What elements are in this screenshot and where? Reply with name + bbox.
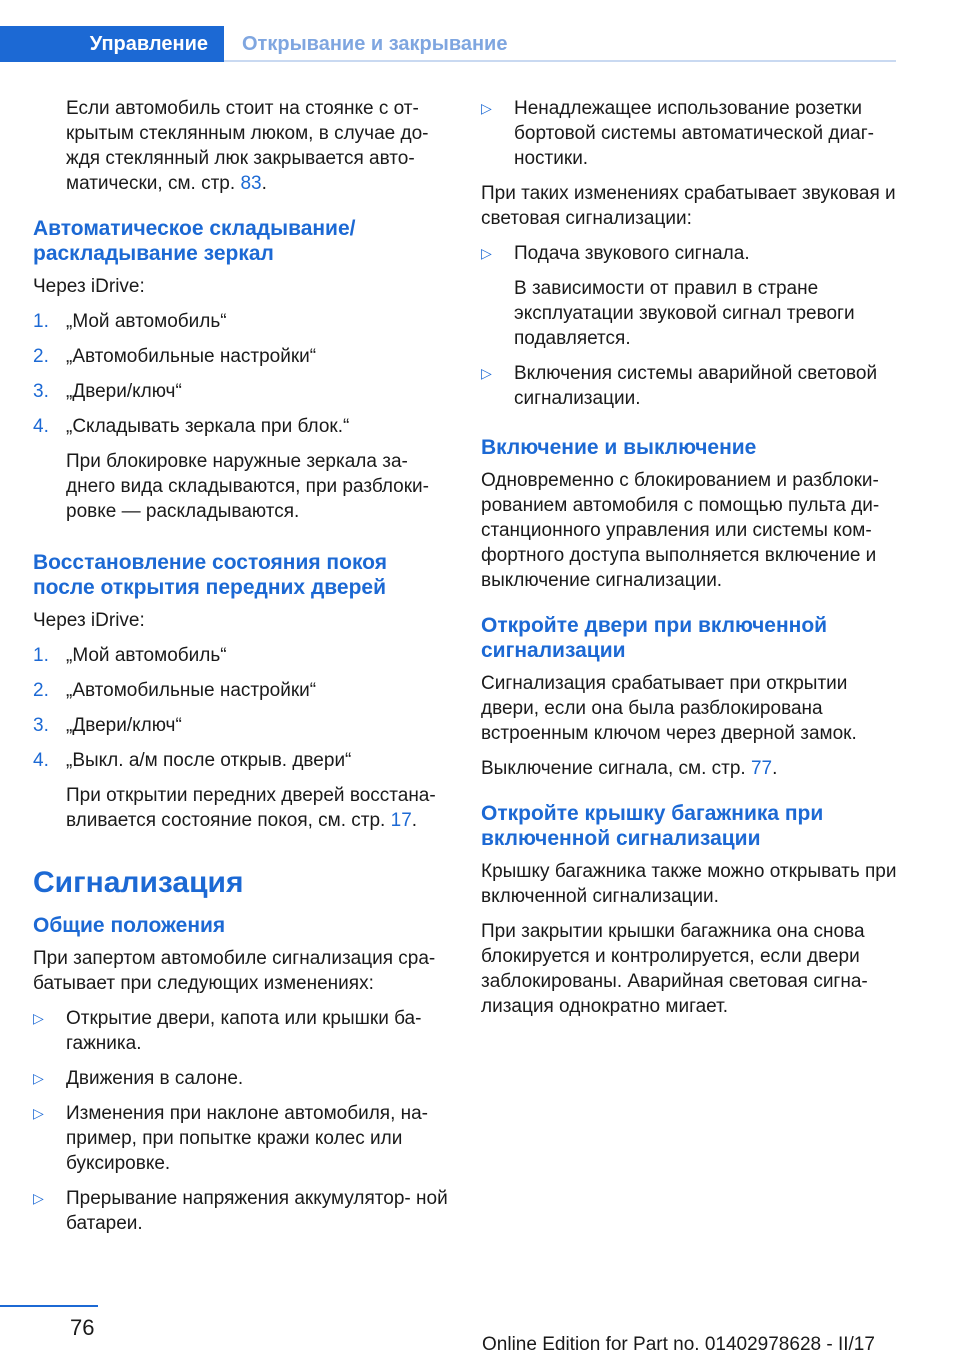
- page-link-77[interactable]: 77: [750, 758, 773, 779]
- via-idrive-1: Через iDrive:: [33, 276, 145, 297]
- triangle-right-icon: ▷: [481, 365, 492, 381]
- left-column: [33, 96, 449, 1246]
- page-header: [0, 0, 960, 66]
- list-item: 3. „Двери/ключ“: [33, 381, 182, 402]
- list-item: ▷ Подача звукового сигнала.: [481, 243, 750, 264]
- list-item: 4. „Выкл. а/м после открыв. двери“: [33, 750, 352, 771]
- trunk-text-1: Крышку багажника также можно открывать при включенной сигнализации.: [481, 861, 897, 907]
- page-link-83[interactable]: 83: [240, 173, 262, 194]
- off-text: Выключение сигнала, см. стр. 77.: [481, 758, 778, 779]
- list-item: ▷ Прерывание напряжения аккумулятор- ной батареи.: [33, 1188, 448, 1234]
- list-item: 2. „Автомобильные настройки“: [33, 346, 317, 367]
- header-divider: [224, 60, 896, 62]
- list-item: ▷ Открытие двери, капота или крышки ба- гажника.: [33, 1008, 422, 1054]
- doors-text: Сигнализация срабатывает при открытии двери, если она была разблокирована встроенным ключом через дверной замок.: [481, 673, 857, 744]
- list-item: 4. „Складывать зеркала при блок.“: [33, 416, 350, 437]
- sound-note: В зависимости от правил в стране эксплуатации звуковой сигнал тревоги подавляется.: [514, 278, 855, 349]
- footer-divider: [0, 1305, 98, 1307]
- triangle-right-icon: ▷: [481, 100, 492, 116]
- list-item: ▷ Движения в салоне.: [33, 1068, 244, 1089]
- heading-restore: Восстановление состояния покоя после открытия передних дверей: [33, 551, 387, 599]
- list-item: ▷ Включения системы аварийной световой сигнализации.: [481, 363, 878, 409]
- list-item: ▷ Изменения при наклоне автомобиля, на- пример, при попытке кражи колес или буксировке.: [33, 1103, 429, 1174]
- changes-text: При таких изменениях срабатывает звуковая и световая сигнализации:: [481, 183, 896, 229]
- list-item: 1. „Мой автомобиль“: [33, 645, 227, 666]
- triangle-right-icon: ▷: [33, 1105, 44, 1121]
- intro-paragraph: Если автомобиль стоит на стоянке с от- крытым стеклянным люком, в случае до- ждя стеклянный люк закрывается авто- матически, см. стр. 83.: [66, 98, 429, 194]
- chapter-tab[interactable]: Управление: [0, 26, 224, 62]
- heading-trunk: Откройте крышку багажника при включенной сигнализации: [481, 802, 824, 850]
- list-item: 3. „Двери/ключ“: [33, 715, 182, 736]
- heading-onoff: Включение и выключение: [481, 436, 757, 459]
- via-idrive-2: Через iDrive:: [33, 610, 145, 631]
- triangle-right-icon: ▷: [33, 1070, 44, 1086]
- heading-alarm: Сигнализация: [33, 866, 244, 899]
- list2-note: При открытии передних дверей восстана- вливается состояние покоя, см. стр. 17.: [66, 785, 436, 831]
- heading-mirrors: Автоматическое складывание/ раскладывание зеркал: [33, 217, 356, 265]
- list1-note: При блокировке наружные зеркала за- днего вида складываются, при разблоки- ровке — раскладываются.: [66, 451, 429, 522]
- page-link-17[interactable]: 17: [390, 810, 412, 831]
- edition-text: Online Edition for Part no. 01402978628 - II/17: [482, 1334, 875, 1355]
- page-number: 76: [70, 1315, 95, 1340]
- general-text: При запертом автомобиле сигнализация сра- батывает при следующих изменениях:: [33, 948, 436, 994]
- list-item: ▷ Ненадлежащее использование розетки бортовой системы автоматической диаг- ностики.: [481, 98, 874, 169]
- trunk-text-2: При закрытии крышки багажника она снова блокируется и контролируется, если двери заблокированы. Аварийная световая сигна- лизация однократно мигает.: [481, 921, 868, 1017]
- list-item: 1. „Мой автомобиль“: [33, 311, 227, 332]
- triangle-right-icon: ▷: [33, 1010, 44, 1026]
- section-title[interactable]: Открывание и закрывание: [242, 32, 508, 55]
- heading-general: Общие положения: [33, 914, 226, 937]
- list-item: 2. „Автомобильные настройки“: [33, 680, 317, 701]
- triangle-right-icon: ▷: [33, 1190, 44, 1206]
- onoff-text: Одновременно с блокированием и разблоки- рованием автомобиля с помощью пульта ди- станционного управления или системы ком- фортного доступа выполняется включение и выключение сигнализации.: [481, 470, 880, 591]
- right-column: [481, 96, 897, 1029]
- triangle-right-icon: ▷: [481, 245, 492, 261]
- heading-doors: Откройте двери при включенной сигнализации: [481, 614, 828, 662]
